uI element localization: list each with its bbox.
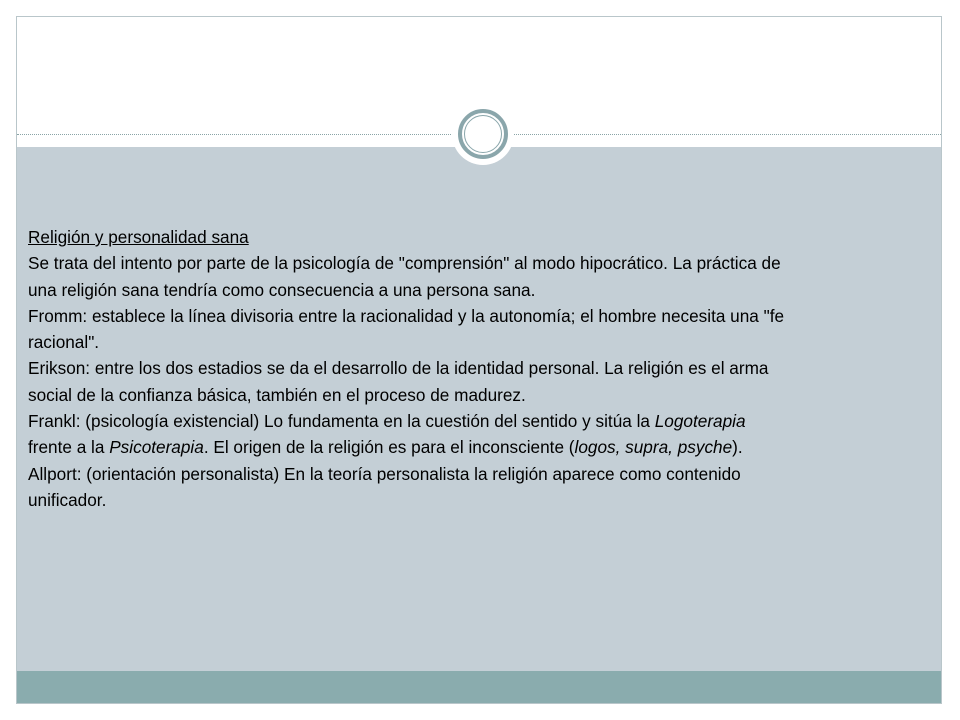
slide-title: Religión y personalidad sana [28,227,249,247]
text-run: . El origen de la religión es para el inconsciente ( [203,437,575,458]
body-line: social de la confianza básica, también en el proceso de madurez. [28,384,526,405]
text-run: ). [732,437,743,458]
body-line: una religión sana tendría como consecuencia a una persona sana. [28,279,536,300]
text-run: Frankl: (psicología existencial) Lo fundamenta en la cuestión del sentido y sitúa la [28,411,655,432]
body-line: Fromm: establece la línea divisoria entre la racionalidad y la autonomía; el hombre necesita una "fe [28,305,785,326]
body-line: racional". [28,332,100,353]
ornament-inner-circle [464,115,502,153]
body-line: Se trata del intento por parte de la psicología de "comprensión" al modo hipocrático. La práctica de [28,253,781,274]
text-run: frente a la [28,437,110,458]
italic-term: logos, supra, psyche [574,437,733,458]
body-line: Allport: (orientación personalista) En la teoría personalista la religión aparece como contenido [28,463,741,484]
frankl-line-1 [28,408,960,434]
italic-term: Psicoterapia [109,437,204,458]
body-line: Erikson: entre los dos estadios se da el desarrollo de la identidad personal. La religión es el arma [28,358,769,379]
frankl-line-2 [28,434,960,460]
body-line: unificador. [28,489,107,510]
slide-body-text [28,224,960,513]
footer-bar [17,671,941,704]
italic-term: Logoterapia [654,411,746,432]
